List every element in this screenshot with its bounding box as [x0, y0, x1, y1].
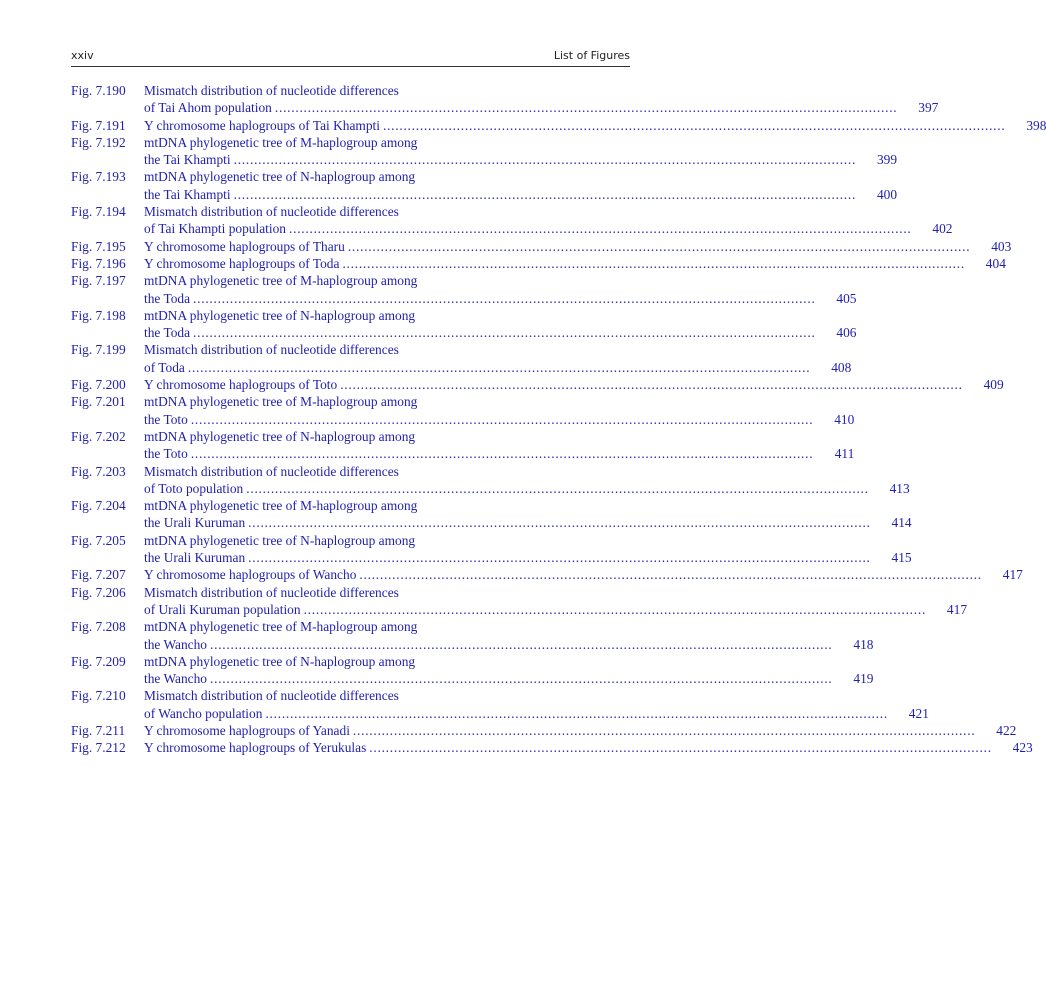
caption-text[interactable]: the Tai Khampti	[144, 186, 231, 202]
caption-text[interactable]: Y chromosome haplogroups of Yanadi	[144, 722, 350, 738]
caption-line: mtDNA phylogenetic tree of M-haplogroup among	[144, 134, 418, 150]
figure-entry[interactable]	[71, 463, 910, 498]
caption-last-line	[144, 99, 938, 116]
figure-caption	[144, 584, 967, 619]
figure-caption	[144, 566, 1023, 583]
caption-line: mtDNA phylogenetic tree of M-haplogroup among	[144, 394, 418, 410]
caption-last-line	[144, 722, 1016, 739]
running-header	[71, 46, 630, 67]
figure-entry[interactable]	[71, 134, 898, 169]
figure-caption	[144, 168, 897, 203]
caption-line: Mismatch distribution of nucleotide differences	[144, 342, 399, 358]
figure-caption	[144, 722, 1016, 739]
dot-leader	[353, 722, 973, 739]
figure-entry[interactable]	[71, 428, 855, 463]
caption-last-line	[144, 636, 873, 653]
dot-leader	[210, 636, 830, 653]
figure-caption	[144, 203, 952, 238]
figure-entry[interactable]	[71, 341, 852, 376]
page-ref[interactable]: 419	[853, 671, 874, 687]
page-ref[interactable]: 415	[891, 550, 912, 566]
page-ref[interactable]: 423	[1012, 740, 1033, 756]
figure-number[interactable]: Fig. 7.198	[71, 307, 126, 323]
figure-entry[interactable]	[71, 376, 1004, 393]
page-ref[interactable]: 414	[891, 515, 912, 531]
figure-entry[interactable]	[71, 168, 898, 203]
page-ref[interactable]: 418	[853, 636, 874, 652]
figure-caption	[144, 653, 873, 688]
figure-caption	[144, 463, 910, 498]
page-ref[interactable]: 403	[991, 238, 1012, 254]
caption-text[interactable]: of Toto population	[144, 480, 244, 496]
figure-caption	[144, 134, 897, 169]
caption-last-line	[144, 359, 851, 376]
caption-text[interactable]: the Urali Kuruman	[144, 550, 246, 566]
figure-number[interactable]: Fig. 7.206	[71, 584, 126, 600]
caption-text[interactable]: the Wancho	[144, 636, 208, 652]
caption-line: mtDNA phylogenetic tree of N-haplogroup among	[144, 653, 416, 669]
caption-last-line	[144, 514, 912, 531]
figure-entry[interactable]	[71, 238, 1012, 255]
caption-line: mtDNA phylogenetic tree of N-haplogroup among	[144, 428, 416, 444]
figure-entry[interactable]	[71, 117, 1046, 134]
dot-leader	[188, 359, 808, 376]
figure-number[interactable]: Fig. 7.201	[71, 394, 126, 410]
figure-entry[interactable]	[71, 618, 874, 653]
caption-text[interactable]: Y chromosome haplogroups of Wancho	[144, 567, 357, 583]
dot-leader	[234, 151, 854, 168]
caption-text[interactable]: the Tai Khampti	[144, 152, 231, 168]
caption-last-line	[144, 549, 912, 566]
figure-entry[interactable]	[71, 272, 857, 307]
caption-last-line	[144, 186, 897, 203]
page-ref[interactable]: 408	[831, 359, 852, 375]
caption-text[interactable]: the Wancho	[144, 671, 208, 687]
caption-last-line	[144, 705, 929, 722]
caption-last-line	[144, 445, 854, 462]
caption-last-line	[144, 117, 1046, 134]
figure-caption	[144, 532, 912, 567]
figure-caption	[144, 428, 854, 463]
figure-entry[interactable]	[71, 722, 1017, 739]
caption-last-line	[144, 670, 873, 687]
caption-last-line	[144, 151, 897, 168]
figure-number[interactable]: Fig. 7.202	[71, 428, 126, 444]
figure-entry[interactable]	[71, 687, 929, 722]
figure-caption	[144, 393, 854, 428]
figure-caption	[144, 497, 912, 532]
figure-caption	[144, 238, 1011, 255]
figure-number[interactable]: Fig. 7.191	[71, 117, 126, 133]
dot-leader	[210, 670, 830, 687]
figure-number[interactable]: Fig. 7.200	[71, 377, 126, 393]
dot-leader	[383, 117, 1003, 134]
caption-text[interactable]: Y chromosome haplogroups of Tai Khampti	[144, 117, 380, 133]
figure-number[interactable]: Fig. 7.209	[71, 653, 126, 669]
page-ref[interactable]: 399	[876, 152, 898, 168]
page-ref[interactable]: 404	[985, 255, 1006, 271]
dot-leader	[369, 739, 989, 756]
caption-line: Mismatch distribution of nucleotide differences	[144, 688, 399, 704]
page-ref[interactable]: 411	[834, 446, 855, 462]
caption-line: mtDNA phylogenetic tree of M-haplogroup among	[144, 619, 418, 635]
caption-last-line	[144, 601, 967, 618]
dot-leader	[265, 705, 885, 722]
page-ref[interactable]: 397	[918, 100, 939, 116]
caption-text[interactable]: the Toda	[144, 325, 191, 341]
section-title: List of Figures	[553, 49, 630, 62]
caption-line: Mismatch distribution of nucleotide differences	[144, 584, 399, 600]
figure-entry[interactable]	[71, 393, 855, 428]
dot-leader	[359, 566, 979, 583]
page-ref[interactable]: 417	[1002, 567, 1023, 583]
caption-last-line	[144, 739, 1033, 756]
dot-leader	[248, 549, 868, 566]
caption-text[interactable]: Y chromosome haplogroups of Toto	[144, 377, 338, 393]
page-ref[interactable]: 417	[946, 601, 968, 617]
caption-line: mtDNA phylogenetic tree of M-haplogroup among	[144, 273, 418, 289]
figure-number[interactable]: Fig. 7.210	[71, 688, 126, 704]
figure-number[interactable]: Fig. 7.208	[71, 619, 126, 635]
caption-text[interactable]: the Toto	[144, 411, 188, 427]
figure-number[interactable]: Fig. 7.197	[71, 273, 126, 289]
dot-leader	[348, 238, 968, 255]
caption-text[interactable]: of Tai Khampti population	[144, 221, 287, 237]
figure-number[interactable]: Fig. 7.204	[71, 498, 126, 514]
caption-line: mtDNA phylogenetic tree of N-haplogroup among	[144, 307, 416, 323]
page-ref[interactable]: 400	[876, 186, 898, 202]
dot-leader	[304, 601, 924, 618]
caption-text[interactable]: of Tai Ahom population	[144, 100, 272, 116]
dot-leader	[191, 411, 811, 428]
caption-text[interactable]: of Urali Kuruman population	[144, 601, 301, 617]
page-number: xxiv	[71, 49, 94, 62]
figure-entry[interactable]	[71, 584, 968, 619]
caption-line: Mismatch distribution of nucleotide differences	[144, 463, 399, 479]
dot-leader	[191, 445, 811, 462]
figure-number[interactable]: Fig. 7.203	[71, 463, 126, 479]
figure-entry[interactable]	[71, 203, 953, 238]
caption-text[interactable]: the Urali Kuruman	[144, 515, 246, 531]
figure-caption	[144, 341, 851, 376]
figure-entry[interactable]	[71, 307, 857, 342]
figure-number[interactable]: Fig. 7.199	[71, 342, 126, 358]
dot-leader	[193, 324, 813, 341]
caption-line: Mismatch distribution of nucleotide differences	[144, 83, 399, 98]
dot-leader	[340, 376, 960, 393]
figure-entry[interactable]	[71, 255, 1006, 272]
figure-caption	[144, 307, 857, 342]
caption-text[interactable]: of Toda	[144, 359, 185, 375]
figure-number[interactable]: Fig. 7.211	[71, 722, 126, 738]
dot-leader	[275, 99, 895, 116]
figure-entry[interactable]	[71, 566, 1023, 583]
figure-entry[interactable]	[71, 532, 912, 567]
figure-caption	[144, 117, 1046, 134]
figure-entry[interactable]	[71, 739, 1033, 756]
figure-entry[interactable]	[71, 653, 874, 688]
figure-caption	[144, 618, 873, 653]
caption-last-line	[144, 238, 1011, 255]
figure-number[interactable]: Fig. 7.196	[71, 255, 126, 271]
figure-number[interactable]: Fig. 7.195	[71, 238, 126, 254]
caption-line: mtDNA phylogenetic tree of N-haplogroup among	[144, 169, 416, 185]
dot-leader	[234, 186, 854, 203]
figure-entry[interactable]	[71, 82, 939, 117]
figure-number[interactable]: Fig. 7.207	[71, 567, 126, 583]
figure-number[interactable]: Fig. 7.192	[71, 134, 126, 150]
caption-text[interactable]: of Wancho population	[144, 705, 263, 721]
page-ref[interactable]: 410	[834, 411, 855, 427]
page-ref[interactable]: 398	[1026, 117, 1046, 133]
caption-text[interactable]: Y chromosome haplogroups of Tharu	[144, 238, 345, 254]
figure-caption	[144, 687, 929, 722]
caption-text[interactable]: the Toda	[144, 290, 191, 306]
list-of-figures	[71, 82, 1046, 757]
dot-leader	[193, 290, 813, 307]
page-ref[interactable]: 405	[836, 290, 857, 306]
caption-text[interactable]: the Toto	[144, 446, 188, 462]
caption-last-line	[144, 255, 1006, 272]
dot-leader	[248, 514, 868, 531]
figure-number[interactable]: Fig. 7.212	[71, 740, 126, 756]
figure-caption	[144, 376, 1004, 393]
caption-last-line	[144, 566, 1023, 583]
figure-number[interactable]: Fig. 7.190	[71, 83, 126, 98]
caption-last-line	[144, 324, 857, 341]
caption-line: mtDNA phylogenetic tree of M-haplogroup among	[144, 498, 418, 514]
page-ref[interactable]: 413	[889, 480, 910, 496]
caption-last-line	[144, 411, 854, 428]
figure-number[interactable]: Fig. 7.194	[71, 204, 126, 220]
page-ref[interactable]: 402	[932, 221, 953, 237]
page-ref[interactable]: 409	[983, 377, 1004, 393]
caption-text[interactable]: Y chromosome haplogroups of Toda	[144, 255, 340, 271]
figure-entry[interactable]	[71, 497, 912, 532]
caption-last-line	[144, 376, 1004, 393]
figure-caption	[144, 255, 1006, 272]
figure-caption	[144, 272, 857, 307]
dot-leader	[342, 255, 962, 272]
caption-line: Mismatch distribution of nucleotide differences	[144, 204, 399, 220]
caption-last-line	[144, 290, 857, 307]
page-ref[interactable]: 406	[836, 325, 857, 341]
caption-last-line	[144, 220, 952, 237]
dot-leader	[246, 480, 866, 497]
caption-text[interactable]: Y chromosome haplogroups of Yerukulas	[144, 740, 367, 756]
dot-leader	[289, 220, 909, 237]
caption-line: mtDNA phylogenetic tree of N-haplogroup among	[144, 532, 416, 548]
page-ref[interactable]: 422	[996, 722, 1017, 738]
page-ref[interactable]: 421	[908, 705, 929, 721]
figure-number[interactable]: Fig. 7.193	[71, 169, 126, 185]
figure-number[interactable]: Fig. 7.205	[71, 532, 126, 548]
caption-last-line	[144, 480, 910, 497]
figure-caption	[144, 739, 1033, 756]
figure-caption	[144, 82, 938, 117]
